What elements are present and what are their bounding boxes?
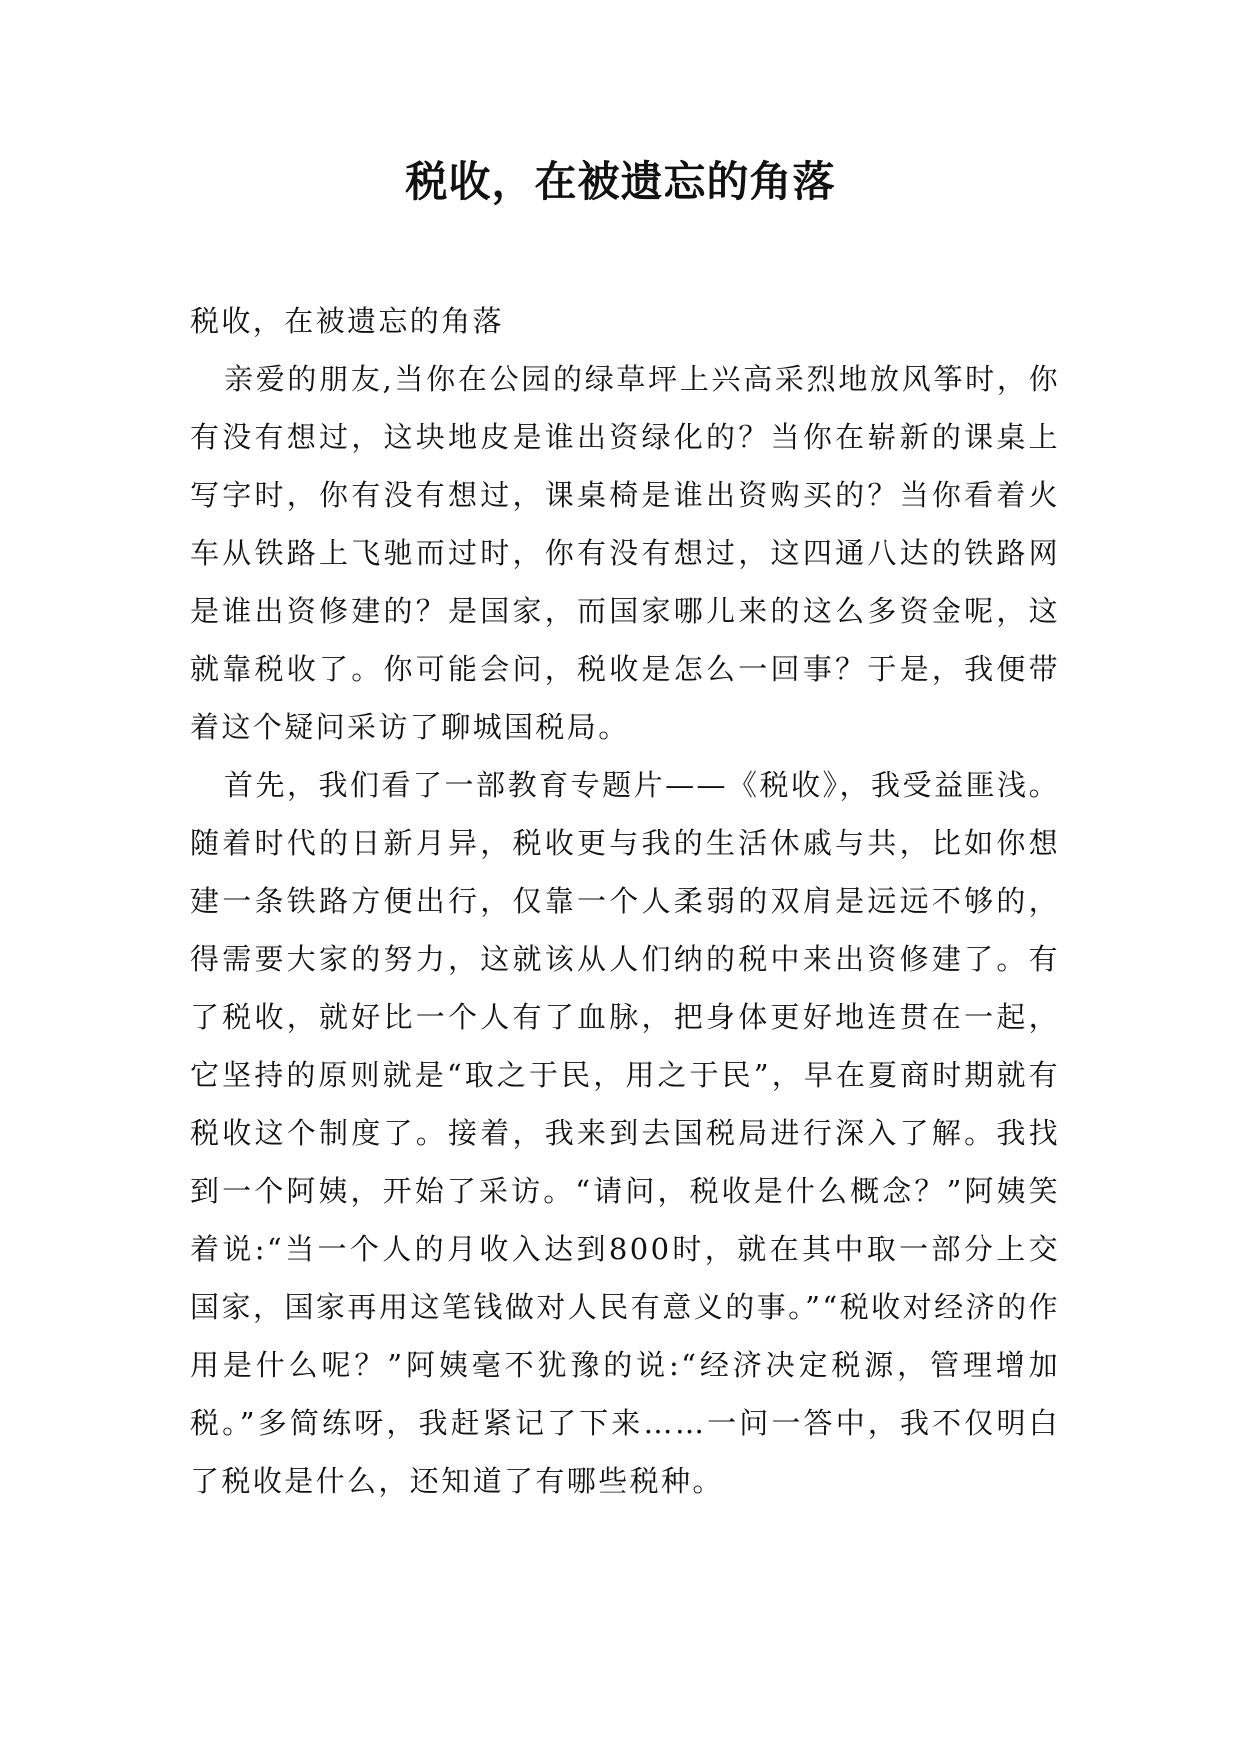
- paragraph-intro: 亲爱的朋友,当你在公园的绿草坪上兴高采烈地放风筝时，你有没有想过，这块地皮是谁出资绿化的？当你在崭新的课桌上写字时，你有没有想过，课桌椅是谁出资购买的？当你看着火车从铁路上飞驰而过时，你有没有想过，这四通八达的铁路网是谁出资修建的？是国家，而国家哪儿来的这么多资金呢，这就靠税收了。你可能会问，税收是怎么一回事？于是，我便带着这个疑问采访了聊城国税局。: [190, 362, 1060, 744]
- paragraph-interview: 首先，我们看了一部教育专题片——《税收》，我受益匪浅。随着时代的日新月异，税收更与我的生活休戚与共，比如你想建一条铁路方便出行，仅靠一个人柔弱的双肩是远远不够的，得需要大家的努力，这就该从人们纳的税中来出资修建了。有了税收，就好比一个人有了血脉，把身体更好地连贯在一起，它坚持的原则就是“取之于民，用之于民”，早在夏商时期就有税收这个制度了。接着，我来到去国税局进行深入了解。我找到一个阿姨，开始了采访。“请问，税收是什么概念？”阿姨笑着说:“当一个人的月收入达到800时，就在其中取一部分上交国家，国家再用这笔钱做对人民有意义的事。”“税收对经济的作用是什么呢？”阿姨毫不犹豫的说:“经济决定税源，管理增加税。”多简练呀，我赶紧记了下来……一问一答中，我不仅明白了税收是什么，还知道了有哪些税种。: [190, 768, 1060, 1498]
- document-body: [190, 292, 1060, 1510]
- page-title: 税收，在被遗忘的角落: [405, 157, 836, 206]
- document-subtitle: 税收，在被遗忘的角落: [190, 304, 505, 338]
